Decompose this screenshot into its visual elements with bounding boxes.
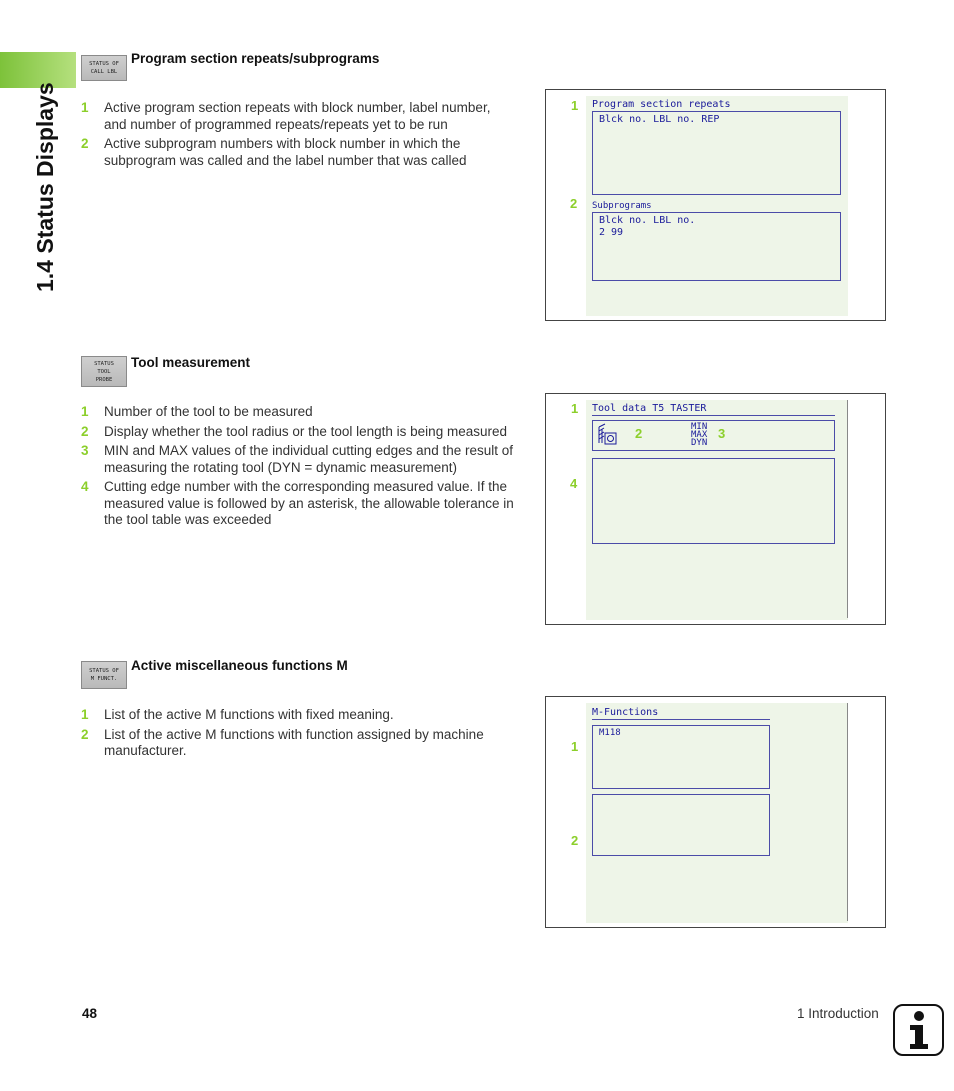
page-number: 48	[82, 1006, 98, 1021]
section-heading-m-functions: Active miscellaneous functions M	[131, 658, 348, 673]
manufacturer-m-functions-box	[592, 794, 770, 856]
subprograms-box	[592, 212, 841, 281]
list-tool-measurement	[80, 404, 516, 532]
table-header: Blck no. LBL no.	[599, 215, 696, 226]
list-item: 2 Active subprogram numbers with block number in which the subprogram was called and the label number that was called	[81, 136, 467, 168]
info-icon	[893, 1004, 944, 1056]
softkey-status-tool-probe[interactable]: STATUS TOOL PROBE	[81, 356, 127, 387]
callout-4: 4	[570, 476, 578, 491]
list-item: 3 MIN and MAX values of the individual cutting edges and the result of measuring the rotating tool (DYN = dynamic measurement)	[81, 443, 513, 475]
softkey-status-call-lbl[interactable]: STATUS OF CALL LBL	[81, 55, 127, 81]
info-glyph	[904, 1010, 934, 1050]
section-heading-tool-measurement: Tool measurement	[131, 355, 251, 370]
table-row: 2 99	[599, 227, 624, 238]
callout-2: 2	[571, 833, 579, 848]
screen-title: Tool data T5 TASTER	[592, 403, 707, 414]
tool-summary-box	[592, 420, 835, 451]
screen-panel	[586, 703, 848, 923]
screen-panel	[586, 400, 848, 620]
tool-probe-icon	[597, 423, 617, 445]
list-program-repeats	[80, 100, 516, 172]
title-underline	[592, 719, 770, 720]
callout-1: 1	[571, 98, 579, 113]
figure-tool-measurement	[545, 393, 886, 625]
table-header: Blck no. LBL no. REP	[599, 114, 720, 125]
title-underline	[592, 415, 835, 416]
screen-title: Program section repeats	[592, 99, 731, 110]
list-item: 2 Display whether the tool radius or the tool length is being measured	[81, 423, 507, 439]
max-label: MAX	[691, 430, 708, 440]
softkey-status-m-funct[interactable]: STATUS OF M FUNCT.	[81, 661, 127, 689]
screen-title: M-Functions	[592, 707, 659, 718]
figure-program-repeats	[545, 89, 886, 321]
side-chapter-title: 1.4 Status Displays	[32, 82, 58, 292]
section-heading-program-repeats: Program section repeats/subprograms	[131, 51, 380, 66]
list-item: 1 List of the active M functions with fixed meaning.	[81, 707, 394, 722]
fixed-m-functions-box	[592, 725, 770, 789]
footer-chapter: 1 Introduction	[797, 1006, 879, 1021]
figure-m-functions	[545, 696, 886, 928]
repeats-box	[592, 111, 841, 195]
screen-subtitle: Subprograms	[592, 201, 652, 211]
list-m-functions	[80, 707, 516, 763]
screen-divider	[847, 400, 848, 618]
callout-1: 1	[571, 401, 579, 416]
screen-divider	[847, 703, 848, 921]
list-item: 2 List of the active M functions with function assigned by machine manufacturer.	[81, 726, 484, 758]
min-label: MIN	[691, 422, 708, 432]
cutting-edge-box	[592, 458, 835, 544]
list-item: 1 Active program section repeats with block number, label number, and number of programmed repeats/repeats yet to be run	[81, 100, 491, 132]
m-function-row: M118	[599, 728, 621, 738]
callout-2: 2	[570, 196, 578, 211]
callout-2: 2	[635, 426, 643, 441]
callout-3: 3	[718, 426, 726, 441]
screen-panel	[586, 96, 848, 316]
list-item: 4 Cutting edge number with the corresponding measured value. If the measured value is followed by an asterisk, the allowable tolerance in the tool table was exceeded	[81, 479, 514, 527]
list-item: 1 Number of the tool to be measured	[81, 404, 313, 419]
callout-1: 1	[571, 739, 579, 754]
dyn-label: DYN	[691, 438, 708, 448]
